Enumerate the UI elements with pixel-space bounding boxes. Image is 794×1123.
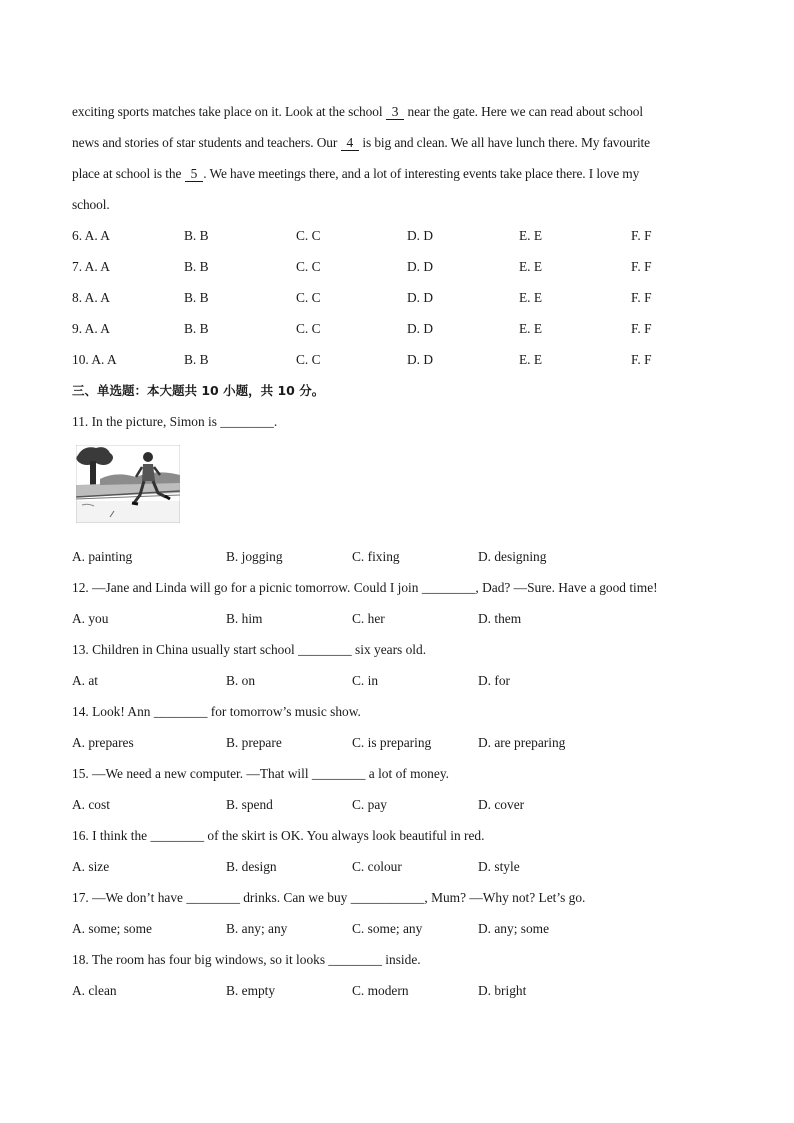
question-stem: 14. Look! Ann ________ for tomorrow’s music show.	[72, 704, 361, 719]
question-stem: 12. —Jane and Linda will go for a picnic tomorrow. Could I join ________, Dad? —Sure. Have a good time!	[72, 580, 658, 595]
option-d[interactable]: D. bright	[478, 983, 527, 998]
option-e[interactable]: E. E	[519, 259, 543, 274]
option-d[interactable]: D. style	[478, 859, 520, 874]
option-b[interactable]: B. B	[184, 290, 209, 305]
options-row	[72, 609, 712, 640]
passage-text: place at school is the	[72, 166, 185, 181]
option-d[interactable]: D. designing	[478, 549, 547, 564]
blank-3[interactable]: 3	[386, 104, 405, 120]
option-d[interactable]: D. any; some	[478, 921, 550, 936]
option-e[interactable]: E. E	[519, 321, 543, 336]
matching-row-6	[72, 226, 712, 257]
option-d[interactable]: D. D	[407, 321, 434, 336]
option-d[interactable]: D. are preparing	[478, 735, 566, 750]
option-a[interactable]: A. size	[72, 859, 110, 874]
option-d[interactable]: D. cover	[478, 797, 525, 812]
option-a[interactable]: A. you	[72, 611, 109, 626]
option-c[interactable]: C. C	[296, 228, 321, 243]
option-b[interactable]: B. empty	[226, 983, 276, 998]
option-e[interactable]: E. E	[519, 352, 543, 367]
option-f[interactable]: F. F	[631, 228, 652, 243]
option-b[interactable]: B. B	[184, 352, 209, 367]
option-d[interactable]: D. them	[478, 611, 522, 626]
question-stem: 15. —We need a new computer. —That will ________ a lot of money.	[72, 766, 449, 781]
option-c[interactable]: C. pay	[352, 797, 387, 812]
option-c[interactable]: C. is preparing	[352, 735, 432, 750]
option-c[interactable]: C. C	[296, 321, 321, 336]
option-d[interactable]: D. D	[407, 290, 434, 305]
option-c[interactable]: C. in	[352, 673, 379, 688]
option-a[interactable]: A. at	[72, 673, 99, 688]
options-row	[72, 981, 712, 1012]
option-b[interactable]: B. B	[184, 228, 209, 243]
option-b[interactable]: B. prepare	[226, 735, 282, 750]
option-d[interactable]: D. D	[407, 352, 434, 367]
jogging-boy-picture	[76, 445, 180, 523]
passage-text: near the gate. Here we can read about school	[404, 104, 643, 119]
option-b[interactable]: B. B	[184, 259, 209, 274]
option-f[interactable]: F. F	[631, 259, 652, 274]
option-f[interactable]: F. F	[631, 321, 652, 336]
option-d[interactable]: D. for	[478, 673, 510, 688]
passage-text: is big and clean. We all have lunch there. My favourite	[359, 135, 651, 150]
passage-text: news and stories of star students and teachers. Our	[72, 135, 341, 150]
option-a[interactable]: A. cost	[72, 797, 110, 812]
section-heading: 三、单选题：本大题共 10 小题，共 10 分。	[72, 383, 325, 398]
option-f[interactable]: F. F	[631, 290, 652, 305]
question-stem: 11. In the picture, Simon is ________.	[72, 414, 278, 429]
option-d[interactable]: D. D	[407, 259, 434, 274]
option-a[interactable]: A. some; some	[72, 921, 152, 936]
option-b[interactable]: B. design	[226, 859, 277, 874]
option-a[interactable]: 9. A. A	[72, 321, 110, 336]
question-stem: 16. I think the ________ of the skirt is OK. You always look beautiful in red.	[72, 828, 485, 843]
option-a[interactable]: A. painting	[72, 549, 133, 564]
blank-5[interactable]: 5	[185, 166, 204, 182]
passage-line-3	[72, 164, 712, 195]
option-b[interactable]: B. jogging	[226, 549, 283, 564]
question-stem: 13. Children in China usually start school ________ six years old.	[72, 642, 427, 657]
option-c[interactable]: C. C	[296, 352, 321, 367]
options-row	[72, 919, 712, 950]
blank-4[interactable]: 4	[341, 135, 360, 151]
option-a[interactable]: 8. A. A	[72, 290, 110, 305]
options-row	[72, 547, 712, 578]
passage-line-1	[72, 102, 712, 133]
option-e[interactable]: E. E	[519, 228, 543, 243]
option-a[interactable]: 10. A. A	[72, 352, 117, 367]
option-a[interactable]: 6. A. A	[72, 228, 110, 243]
option-c[interactable]: C. C	[296, 259, 321, 274]
option-b[interactable]: B. on	[226, 673, 256, 688]
matching-row-8	[72, 288, 712, 319]
option-c[interactable]: C. fixing	[352, 549, 400, 564]
passage-text: . We have meetings there, and a lot of interesting events take place there. I love my	[203, 166, 640, 181]
options-row	[72, 733, 712, 764]
matching-row-7	[72, 257, 712, 288]
option-b[interactable]: B. B	[184, 321, 209, 336]
passage-line-2	[72, 133, 712, 164]
option-b[interactable]: B. spend	[226, 797, 273, 812]
option-c[interactable]: C. colour	[352, 859, 402, 874]
option-a[interactable]: 7. A. A	[72, 259, 110, 274]
question-stem: 17. —We don’t have ________ drinks. Can we buy ___________, Mum? —Why not? Let’s go.	[72, 890, 586, 905]
option-f[interactable]: F. F	[631, 352, 652, 367]
option-b[interactable]: B. him	[226, 611, 263, 626]
option-c[interactable]: C. some; any	[352, 921, 423, 936]
question-stem: 18. The room has four big windows, so it looks ________ inside.	[72, 952, 421, 967]
option-c[interactable]: C. C	[296, 290, 321, 305]
option-a[interactable]: A. clean	[72, 983, 117, 998]
passage-text: exciting sports matches take place on it. Look at the school	[72, 104, 386, 119]
option-c[interactable]: C. modern	[352, 983, 409, 998]
option-d[interactable]: D. D	[407, 228, 434, 243]
passage-line-4: school.	[72, 197, 110, 212]
matching-row-10	[72, 350, 712, 381]
matching-row-9	[72, 319, 712, 350]
option-c[interactable]: C. her	[352, 611, 385, 626]
options-row	[72, 671, 712, 702]
options-row	[72, 795, 712, 826]
option-b[interactable]: B. any; any	[226, 921, 288, 936]
option-e[interactable]: E. E	[519, 290, 543, 305]
options-row	[72, 857, 712, 888]
exam-page	[72, 102, 712, 1012]
option-a[interactable]: A. prepares	[72, 735, 134, 750]
